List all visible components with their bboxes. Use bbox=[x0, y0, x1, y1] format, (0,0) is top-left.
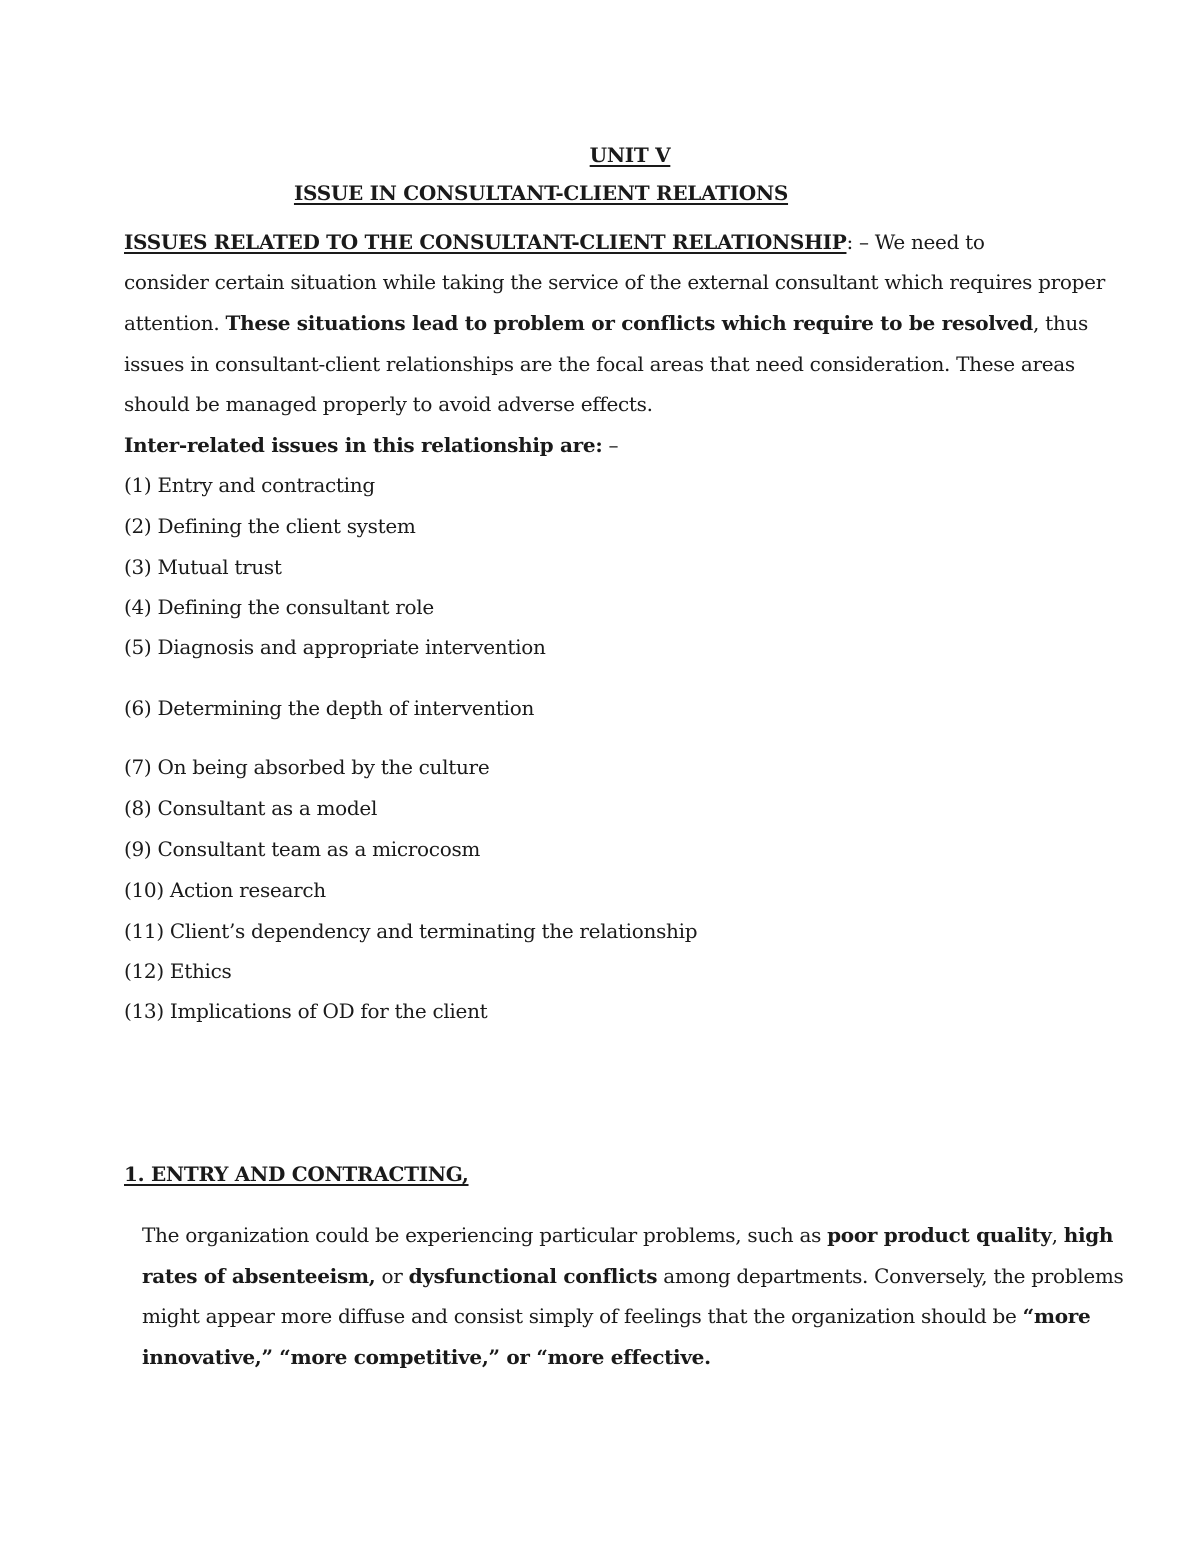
intro-line-5: should be managed properly to avoid adverse effects. bbox=[124, 392, 653, 416]
intro-line-3 bbox=[124, 310, 1088, 336]
section-1-para-line-2 bbox=[142, 1263, 1124, 1289]
intro-line-3-bold: These situations lead to problem or conflicts which require to be resolved bbox=[225, 311, 1033, 335]
issue-item: (6) Determining the depth of intervention bbox=[124, 696, 535, 720]
intro-line-1 bbox=[124, 229, 985, 255]
issues-heading-text: Inter-related issues in this relationship are: bbox=[124, 433, 603, 457]
intro-line-3-b: , thus bbox=[1032, 311, 1088, 335]
issue-item: (8) Consultant as a model bbox=[124, 796, 378, 820]
text-run: among departments. Conversely, the problems bbox=[657, 1264, 1124, 1288]
section-1-heading-text: 1. ENTRY AND CONTRACTING, bbox=[124, 1162, 469, 1186]
issue-item: (13) Implications of OD for the client bbox=[124, 999, 488, 1023]
bold-run: “more bbox=[1022, 1304, 1091, 1328]
issue-item: (12) Ethics bbox=[124, 959, 232, 983]
issue-item: (4) Defining the consultant role bbox=[124, 595, 434, 619]
intro-heading: ISSUES RELATED TO THE CONSULTANT-CLIENT RELATIONSHIP bbox=[124, 230, 847, 254]
text-run: might appear more diffuse and consist simply of feelings that the organization should be bbox=[142, 1304, 1023, 1328]
bold-run: rates of absenteeism, bbox=[142, 1264, 376, 1288]
section-1-heading bbox=[124, 1161, 469, 1187]
issue-item: (7) On being absorbed by the culture bbox=[124, 755, 490, 779]
issue-item: (1) Entry and contracting bbox=[124, 473, 375, 497]
issue-item: (3) Mutual trust bbox=[124, 555, 282, 579]
issue-item: (2) Defining the client system bbox=[124, 514, 416, 538]
issue-item: (9) Consultant team as a microcosm bbox=[124, 837, 481, 861]
text-run: , bbox=[1051, 1223, 1064, 1247]
section-1-para-line-4 bbox=[142, 1344, 711, 1370]
issue-item: (5) Diagnosis and appropriate intervention bbox=[124, 635, 546, 659]
text-run: The organization could be experiencing particular problems, such as bbox=[142, 1223, 828, 1247]
bold-run: poor product quality bbox=[827, 1223, 1052, 1247]
issues-heading-tail: – bbox=[602, 433, 619, 457]
intro-heading-tail: : – We need to bbox=[846, 230, 985, 254]
unit-title-text: UNIT V bbox=[589, 143, 671, 167]
intro-line-2: consider certain situation while taking the service of the external consultant which requires proper bbox=[124, 270, 1105, 294]
text-run: or bbox=[375, 1264, 409, 1288]
intro-line-3-a: attention. bbox=[124, 311, 226, 335]
document-title bbox=[0, 180, 1141, 206]
issues-heading bbox=[124, 432, 618, 458]
section-1-para-line-1 bbox=[142, 1222, 1113, 1248]
unit-title bbox=[30, 142, 1200, 168]
bold-run: dysfunctional conflicts bbox=[408, 1264, 658, 1288]
bold-run: innovative,” “more competitive,” or “more effective. bbox=[142, 1345, 711, 1369]
issue-item: (10) Action research bbox=[124, 878, 326, 902]
intro-line-4: issues in consultant-client relationships are the focal areas that need consideration. These areas bbox=[124, 352, 1075, 376]
document-title-text: ISSUE IN CONSULTANT-CLIENT RELATIONS bbox=[293, 181, 789, 205]
section-1-para-line-3 bbox=[142, 1303, 1090, 1329]
bold-run: high bbox=[1063, 1223, 1114, 1247]
issue-item: (11) Client’s dependency and terminating the relationship bbox=[124, 919, 698, 943]
